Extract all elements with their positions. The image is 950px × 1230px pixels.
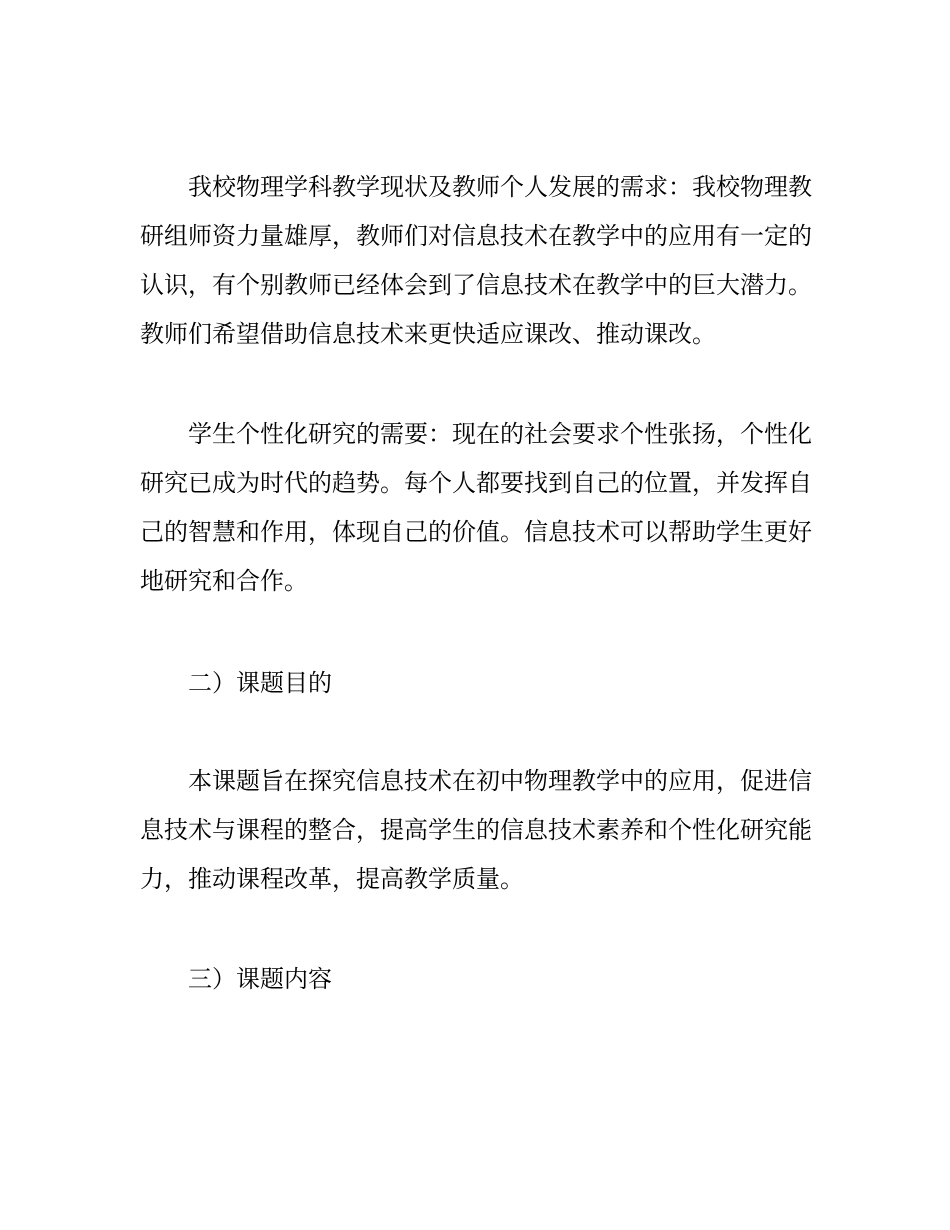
section-heading-objective: 二）课题目的: [188, 669, 332, 697]
section-heading-content: 三）课题内容: [188, 965, 332, 993]
paragraph-objective: 本课题旨在探究信息技术在初中物理教学中的应用，促进信息技术与课程的整合，提高学生的信息技术素养和个性化研究能力，推动课程改革，提高教学质量。: [140, 767, 812, 893]
paragraph-teaching-status: 我校物理学科教学现状及教师个人发展的需求：我校物理教研组师资力量雄厚，教师们对信息技术在教学中的应用有一定的认识，有个别教师已经体会到了信息技术在教学中的巨大潜力。教师们希望借助信息技术来更快适应课改、推动课改。: [140, 173, 812, 348]
paragraph-student-needs: 学生个性化研究的需要：现在的社会要求个性张扬，个性化研究已成为时代的趋势。每个人都要找到自己的位置，并发挥自己的智慧和作用，体现自己的价值。信息技术可以帮助学生更好地研究和合作。: [140, 420, 812, 595]
